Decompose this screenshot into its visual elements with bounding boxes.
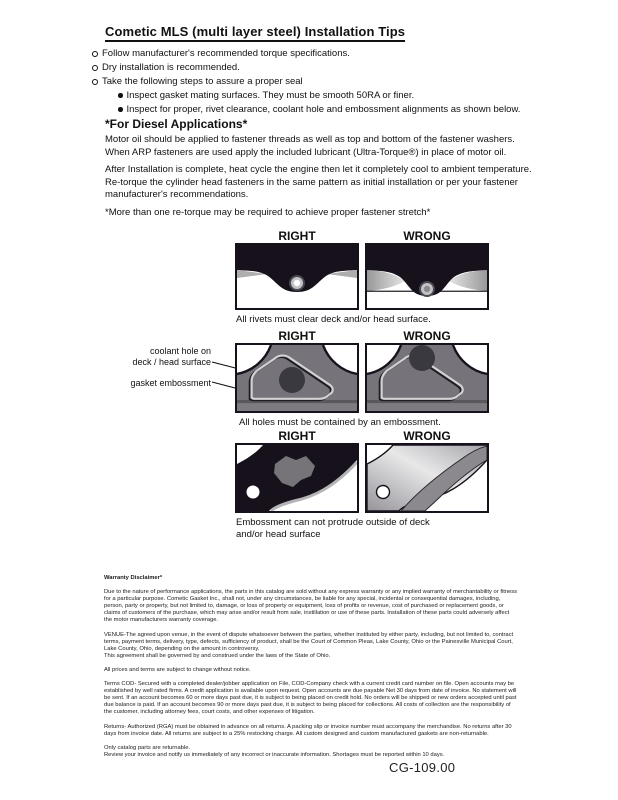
legal-paragraph: This agreement shall be governed by and construed under the laws of the State of Ohio. [104,652,331,659]
circle-bullet-icon [92,79,98,85]
bullet-text: Take the following steps to assure a proper seal [102,76,303,87]
right-label: RIGHT [278,429,316,443]
right-label: RIGHT [278,229,316,243]
embossment-wrong-box [365,443,489,513]
diesel-heading: *For Diesel Applications* [105,117,248,131]
legal-paragraph: Only catalog parts are returnable. [104,744,191,751]
wrong-label: WRONG [403,229,451,243]
rivet-wrong-diagram [367,245,487,308]
bullet-text: Inspect for proper, rivet clearance, coolant hole and embossment alignments as shown below. [126,104,521,115]
embossment-right-box [235,443,359,513]
embossment-caption-line2: and/or head surface [236,528,321,540]
coolant-caption: All holes must be contained by an embossment. [239,417,441,428]
bullet-list [92,47,562,117]
diagram-column-wrong [365,429,489,513]
diagram-column-right [235,429,359,513]
bullet-item [92,47,562,61]
callout-coolant-label [101,346,211,367]
callout-text: coolant hole on [149,346,211,356]
legal-paragraph: Due to the nature of performance applications, the parts in this catalog are sold without any express warranty or any implied warranty of merchantability or fitness for a particular purpose. Cometic Gasket Inc., shall not, under any circumstances, be liable for any special, incidental or consequential damages, including, person, party or property, but not limited to, damage, or loss of property or equipment, loss of profits or revenue, cost of purchased or replacement goods, or claims of customers of the purchase, which may arise and/or result from sale, instillation or use of these parts. Installation of these parts could adversely affect the motor manufacturers warranty coverage. [104,589,518,624]
circle-bullet-icon [92,65,98,71]
embossment-caption-line1: Embossment can not protrude outside of deck [236,517,430,528]
rivet-right-box [235,243,359,310]
warranty-heading: Warranty Disclaimer* [104,575,163,581]
wrong-label: WRONG [403,429,451,443]
dot-bullet-icon [118,93,123,98]
bullet-item [92,75,562,89]
right-label: RIGHT [278,329,316,343]
callout-embossment-label: gasket embossment [130,378,211,388]
diagram-pair-coolant-hole [235,329,489,413]
diesel-paragraph-2: After Installation is complete, heat cycle the engine then let it completely cool to ambient temperature. Re-torque the cylinder head fasteners in the same pattern as initial installation or per your fastener manufacturer's recommendations. [105,164,532,201]
dot-bullet-icon [118,107,123,112]
diagram-pair-rivets [235,229,489,310]
rivet-wrong-box [365,243,489,310]
circle-bullet-icon [92,51,98,57]
coolant-wrong-box [365,343,489,413]
diagram-column-right [235,229,359,310]
callout-text: deck / head surface [132,356,211,367]
embossment-caption [236,517,486,540]
bullet-item [92,61,562,75]
legal-paragraph: All prices and terms are subject to change without notice. [104,666,251,673]
coolant-wrong-diagram [367,345,487,411]
diagram-column-wrong [365,329,489,413]
diagram-column-right [235,329,359,413]
bullet-text: Dry installation is recommended. [102,62,240,73]
legal-paragraph: Returns- Authorized (RGA) must be obtained in advance on all returns. A packing slip or invoice number must accompany the merchandise. No returns after 30 days from invoice date. All returns are subject to a 25% restocking charge. All custom designed and custom manufactured gaskets are non-returnable. [104,723,512,737]
page-title: Cometic MLS (multi layer steel) Installation Tips [105,24,405,42]
coolant-right-box [235,343,359,413]
sub-bullet-item [118,103,562,117]
embossment-wrong-diagram [367,445,487,511]
bullet-text: Follow manufacturer's recommended torque specifications. [102,48,350,59]
retorque-note: *More than one re-torque may be required to achieve proper fastener stretch* [105,207,431,218]
embossment-right-diagram [237,445,357,511]
legal-paragraph: Terms COD- Secured with a completed dealer/jobber application on File, COD-Company check with a current credit card number on file. Open accounts may be established by well rated firms. A credit application is available upon request. Open accounts are due payable Net 30 days from date of invoice. No statement will be sent. If an account becomes 60 or more days past due, it is subject to being placed on credit hold. No orders will be shipped or new orders accepted until past due balance is paid. If an account becomes 90 or more days past due, it is subject to being placed for collections. All costs of collection are the responsibility of the customer, including attorney fees, court costs, and other expenses of litigation. [104,681,517,716]
bullet-text: Inspect gasket mating surfaces. They must be smooth 50RA or finer. [126,90,415,101]
rivet-right-diagram [237,245,357,308]
legal-disclaimer [104,575,518,766]
wrong-label: WRONG [403,329,451,343]
coolant-right-diagram [237,345,357,411]
legal-paragraph: Review your invoice and notify us immediately of any incorrect or inaccurate information. Shortages must be reported within 10 days. [104,751,445,758]
sub-bullet-item [118,89,562,103]
diagram-pair-embossment [235,429,489,513]
rivet-caption: All rivets must clear deck and/or head surface. [236,314,431,325]
legal-paragraph: VENUE-The agreed upon venue, in the event of dispute whatsoever between the parties, whether instituted by either party, including, but not limited to, contract terms, payment terms, delivery, type, defects, sufficiency of product, shall be the Court of Common Pleas, Lake County, Ohio or the Painesville Municipal Court, Lake County, Ohio, depending on the amount in controversy. [104,631,514,652]
part-number: CG-109.00 [389,760,456,775]
diesel-paragraph-1: Motor oil should be applied to fastener threads as well as top and bottom of the fastener washers. When ARP fasteners are used apply the included lubricant (Ultra-Torque®) in place of motor oil. [105,134,515,158]
diagram-column-wrong [365,229,489,310]
